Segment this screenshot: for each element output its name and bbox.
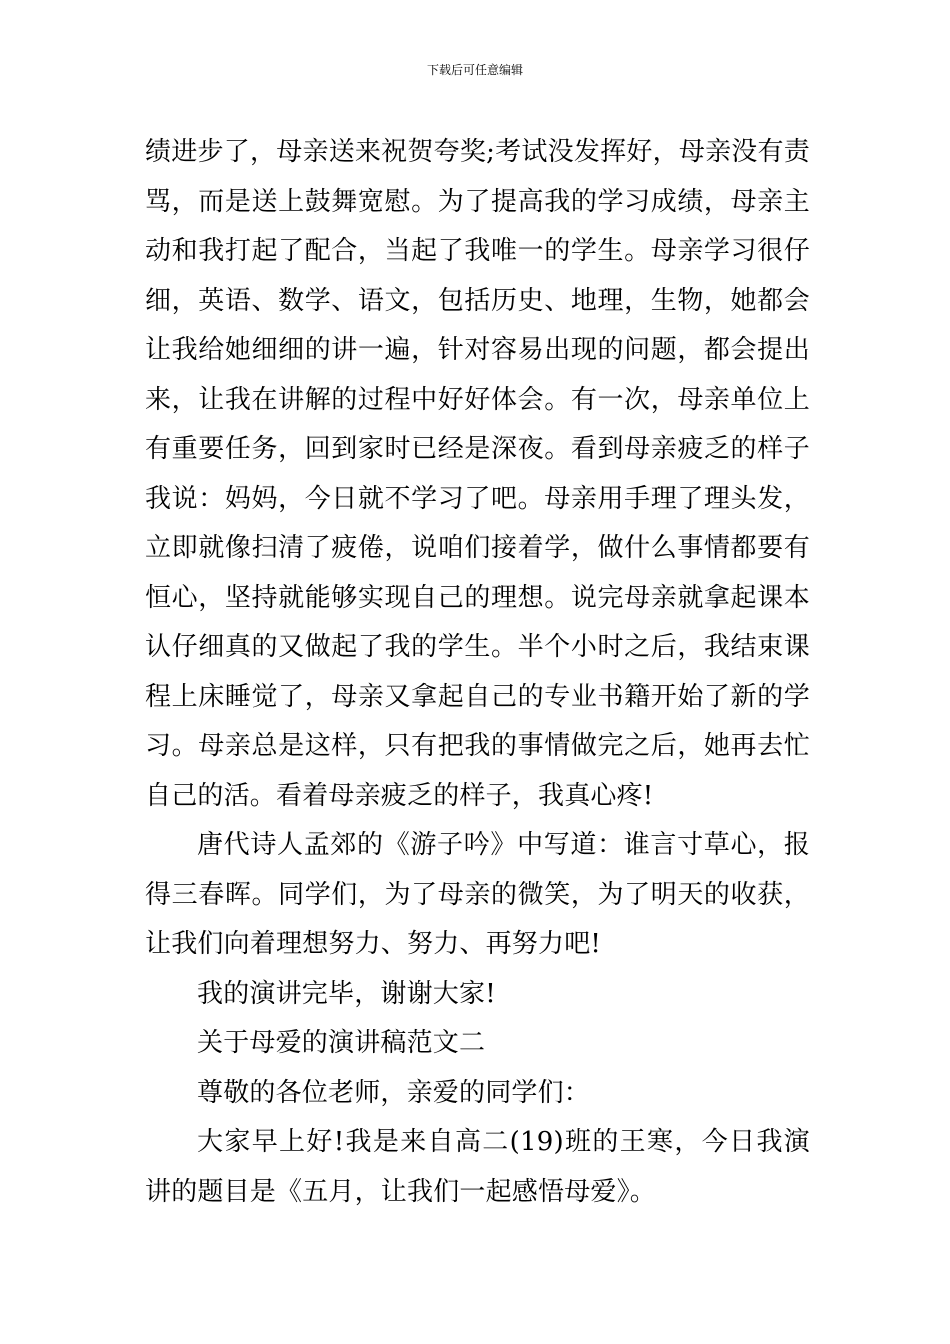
paragraph-salutation: 尊敬的各位老师，亲爱的同学们： (197, 1077, 591, 1108)
paragraph-closing: 我的演讲完毕，谢谢大家! (197, 978, 496, 1009)
paragraph-poem-quote: 唐代诗人孟郊的《游子吟》中写道：谁言寸草心，报得三春晖。同学们，为了母亲的微笑，为了明天的收获，让我们向着理想努力、努力、再努力吧! (145, 830, 810, 959)
paragraph-opening: 大家早上好!我是来自高二(19)班的王寒，今日我演讲的题目是《五月，让我们一起感悟母爱》。 (145, 1127, 810, 1207)
section-title: 关于母爱的演讲稿范文二 (197, 1028, 486, 1058)
document-body (145, 128, 810, 1217)
paragraph-continuation: 绩进步了，母亲送来祝贺夸奖;考试没发挥好，母亲没有责骂，而是送上鼓舞宽慰。为了提高我的学习成绩，母亲主动和我打起了配合，当起了我唯一的学生。母亲学习很仔细，英语、数学、语文，包括历史、地理，生物，她都会让我给她细细的讲一遍，针对容易出现的问题，都会提出来，让我在讲解的过程中好好体会。有一次，母亲单位上有重要任务，回到家时已经是深夜。看到母亲疲乏的样子我说：妈妈，今日就不学习了吧。母亲用手理了理头发，立即就像扫清了疲倦，说咱们接着学，做什么事情都要有恒心，坚持就能够实现自己的理想。说完母亲就拿起课本认仔细真的又做起了我的学生。半个小时之后，我结束课程上床睡觉了，母亲又拿起自己的专业书籍开始了新的学习。母亲总是这样，只有把我的事情做完之后，她再去忙自己的活。看着母亲疲乏的样子，我真心疼! (145, 137, 810, 811)
page-header-note: 下载后可任意编辑 (426, 63, 523, 77)
